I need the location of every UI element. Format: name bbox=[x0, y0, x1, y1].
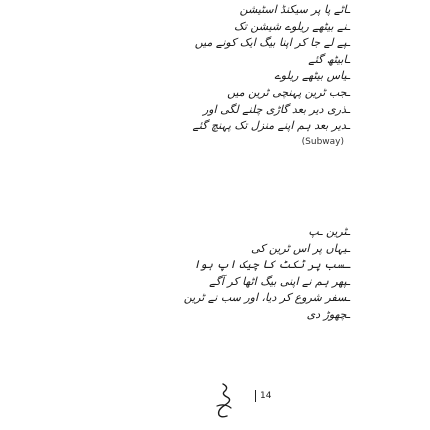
signature-area bbox=[150, 380, 290, 420]
divider bbox=[255, 390, 256, 402]
text-line: ـدیر بعد ہم اپنے منزل تک پہنچ گئے bbox=[192, 119, 350, 133]
text-line: ـسب پر ٹکٹ کا چیک اپ ہوا bbox=[193, 258, 350, 272]
text-line: ـیاس بیٹھے ریلوے bbox=[274, 69, 350, 83]
text-line: ـسفر شروع کر دیا، اور سب نے ٹرین bbox=[183, 291, 350, 305]
text-line: ـابیٹھ گئے bbox=[308, 52, 350, 66]
page-number-value: 14 bbox=[260, 391, 272, 401]
subway-label: (Subway) bbox=[301, 136, 344, 147]
text-line: ـٹرین ـپ bbox=[308, 225, 350, 238]
text-line: ـپھر ہم نے اپنی بیگ اٹھا کر آگے bbox=[209, 274, 350, 288]
text-line: ـیہاں پر اس ٹرین کی bbox=[251, 241, 350, 255]
paragraph-1 bbox=[20, 2, 350, 149]
text-line: ـذری دیر بعد گاڑی چلنے لگی اور bbox=[202, 102, 350, 116]
paragraph-2 bbox=[20, 224, 350, 324]
text-line: ـپے لے جا کر اپنا بیگ ایک کونے میں bbox=[194, 36, 350, 50]
signature-icon bbox=[205, 380, 245, 420]
text-line: ـاٹے پا پر سیکنڈ اسٹیشن bbox=[239, 3, 350, 16]
text-line: ـجب ٹرین پہنچی ٹرین میں bbox=[227, 85, 350, 99]
page-number bbox=[255, 390, 271, 402]
text-line: ـچھوڑ دی bbox=[306, 307, 350, 321]
text-line: ـنے بیٹھے ریلوے شیشن تک bbox=[234, 19, 350, 33]
